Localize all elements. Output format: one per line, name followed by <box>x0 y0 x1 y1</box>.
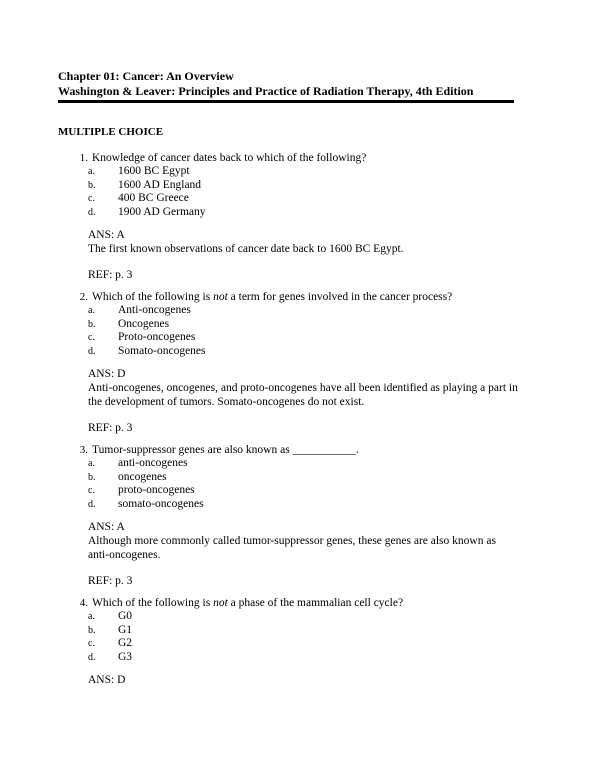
section-heading: MULTIPLE CHOICE <box>58 126 164 138</box>
answer: ANS: A <box>88 229 125 241</box>
explanation: Anti-oncogenes, oncogenes, and proto-oncogenes have all been identified as playing a part in the development of tumors. Somato-oncogenes do not exist. <box>88 382 518 408</box>
option-a: a. 1600 BC Egypt <box>88 165 190 177</box>
question-text: Tumor-suppressor genes are also known as ___________. <box>92 444 359 456</box>
answer: ANS: D <box>88 674 126 686</box>
option-b: b. oncogenes <box>88 470 167 483</box>
book-title: Washington & Leaver: Principles and Practice of Radiation Therapy, 4th Edition <box>58 84 474 98</box>
explanation: The first known observations of cancer date back to 1600 BC Egypt. <box>88 243 404 255</box>
option-c: c. G2 <box>88 637 133 649</box>
question-text: Which of the following is not a term for genes involved in the cancer process? <box>92 291 453 303</box>
question-number: 1. <box>79 152 88 164</box>
option-c: c. 400 BC Greece <box>88 192 189 204</box>
option-b: b. 1600 AD England <box>88 178 202 191</box>
question-number: 3. <box>79 444 88 456</box>
question-number: 4. <box>79 597 88 609</box>
option-a: a. G0 <box>88 610 133 622</box>
option-b: b. G1 <box>88 623 133 636</box>
option-b: b. Oncogenes <box>88 317 170 330</box>
question-1 <box>58 151 518 282</box>
option-d: d. somato-oncogenes <box>88 497 204 510</box>
question-3 <box>58 443 518 588</box>
question-number: 2. <box>79 291 88 303</box>
option-c: c. proto-oncogenes <box>88 484 195 496</box>
answer: ANS: D <box>88 368 126 380</box>
reference: REF: p. 3 <box>88 422 133 434</box>
chapter-title: Chapter 01: Cancer: An Overview <box>58 69 234 83</box>
reference: REF: p. 3 <box>88 575 133 587</box>
question-text: Which of the following is not a phase of the mammalian cell cycle? <box>92 597 404 609</box>
header-rule <box>58 100 514 103</box>
option-d: d. G3 <box>88 650 133 663</box>
option-a: a. anti-oncogenes <box>88 457 188 469</box>
question-text: Knowledge of cancer dates back to which of the following? <box>92 152 367 164</box>
option-a: a. Anti-oncogenes <box>88 304 191 316</box>
option-c: c. Proto-oncogenes <box>88 331 196 343</box>
option-d: d. 1900 AD Germany <box>88 205 206 218</box>
answer: ANS: A <box>88 521 125 533</box>
explanation: Although more commonly called tumor-suppressor genes, these genes are also known as anti-oncogenes. <box>88 535 496 561</box>
reference: REF: p. 3 <box>88 269 133 281</box>
option-d: d. Somato-oncogenes <box>88 344 206 357</box>
question-4 <box>58 596 518 687</box>
question-2 <box>58 290 518 435</box>
